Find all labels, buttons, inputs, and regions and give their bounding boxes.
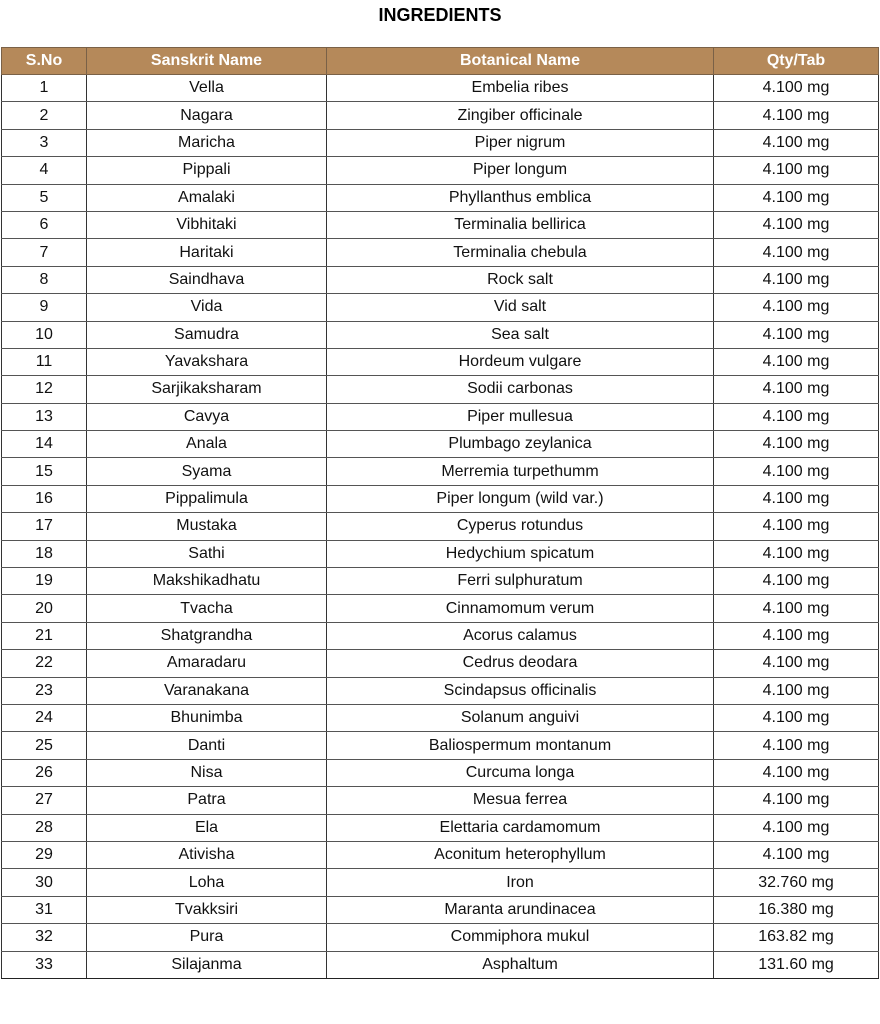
table-row (2, 924, 879, 951)
cell-qty: 4.100 mg (714, 485, 879, 512)
cell-sanskrit-name: Nagara (87, 102, 327, 129)
table-row (2, 458, 879, 485)
cell-sanskrit-name: Patra (87, 787, 327, 814)
cell-botanical-name: Zingiber officinale (327, 102, 714, 129)
cell-sanskrit-name: Vibhitaki (87, 211, 327, 238)
cell-qty: 4.100 mg (714, 239, 879, 266)
cell-sno: 17 (2, 513, 87, 540)
cell-botanical-name: Iron (327, 869, 714, 896)
cell-sanskrit-name: Sarjikaksharam (87, 376, 327, 403)
header-qty-per-tab: Qty/Tab (714, 48, 879, 75)
table-row (2, 732, 879, 759)
cell-qty: 4.100 mg (714, 348, 879, 375)
table-body (2, 75, 879, 979)
table-row (2, 568, 879, 595)
cell-sanskrit-name: Amaradaru (87, 650, 327, 677)
cell-botanical-name: Ferri sulphuratum (327, 568, 714, 595)
cell-botanical-name: Hordeum vulgare (327, 348, 714, 375)
cell-botanical-name: Commiphora mukul (327, 924, 714, 951)
cell-sanskrit-name: Nisa (87, 759, 327, 786)
cell-botanical-name: Rock salt (327, 266, 714, 293)
cell-botanical-name: Terminalia chebula (327, 239, 714, 266)
cell-botanical-name: Elettaria cardamomum (327, 814, 714, 841)
table-row (2, 403, 879, 430)
cell-botanical-name: Piper longum (wild var.) (327, 485, 714, 512)
cell-sno: 22 (2, 650, 87, 677)
cell-sanskrit-name: Yavakshara (87, 348, 327, 375)
cell-sno: 28 (2, 814, 87, 841)
cell-sanskrit-name: Tvakksiri (87, 896, 327, 923)
cell-qty: 4.100 mg (714, 595, 879, 622)
cell-sno: 15 (2, 458, 87, 485)
cell-qty: 4.100 mg (714, 759, 879, 786)
cell-qty: 4.100 mg (714, 376, 879, 403)
cell-qty: 4.100 mg (714, 814, 879, 841)
cell-botanical-name: Aconitum heterophyllum (327, 841, 714, 868)
table-row (2, 951, 879, 978)
cell-sanskrit-name: Pippali (87, 157, 327, 184)
cell-sanskrit-name: Danti (87, 732, 327, 759)
cell-sanskrit-name: Shatgrandha (87, 622, 327, 649)
cell-botanical-name: Phyllanthus emblica (327, 184, 714, 211)
table-row (2, 622, 879, 649)
table-row (2, 239, 879, 266)
cell-botanical-name: Scindapsus officinalis (327, 677, 714, 704)
header-sno: S.No (2, 48, 87, 75)
cell-sno: 23 (2, 677, 87, 704)
cell-qty: 4.100 mg (714, 184, 879, 211)
cell-sanskrit-name: Maricha (87, 129, 327, 156)
table-row (2, 485, 879, 512)
cell-botanical-name: Piper nigrum (327, 129, 714, 156)
table-row (2, 650, 879, 677)
table-row (2, 513, 879, 540)
cell-qty: 4.100 mg (714, 266, 879, 293)
cell-sno: 29 (2, 841, 87, 868)
cell-sanskrit-name: Vella (87, 75, 327, 102)
cell-sno: 1 (2, 75, 87, 102)
page-title: INGREDIENTS (378, 5, 502, 25)
cell-sanskrit-name: Bhunimba (87, 704, 327, 731)
cell-botanical-name: Sea salt (327, 321, 714, 348)
header-sanskrit-name: Sanskrit Name (87, 48, 327, 75)
table-row (2, 595, 879, 622)
table-row (2, 294, 879, 321)
cell-qty: 4.100 mg (714, 650, 879, 677)
table-row (2, 348, 879, 375)
cell-sno: 33 (2, 951, 87, 978)
header-botanical-name: Botanical Name (327, 48, 714, 75)
cell-sno: 24 (2, 704, 87, 731)
table-row (2, 869, 879, 896)
cell-sno: 26 (2, 759, 87, 786)
cell-sanskrit-name: Saindhava (87, 266, 327, 293)
cell-sno: 25 (2, 732, 87, 759)
table-row (2, 540, 879, 567)
cell-qty: 4.100 mg (714, 622, 879, 649)
cell-qty: 131.60 mg (714, 951, 879, 978)
cell-sno: 13 (2, 403, 87, 430)
cell-botanical-name: Asphaltum (327, 951, 714, 978)
cell-qty: 4.100 mg (714, 458, 879, 485)
table-row (2, 184, 879, 211)
cell-sno: 30 (2, 869, 87, 896)
table-row (2, 896, 879, 923)
cell-botanical-name: Piper mullesua (327, 403, 714, 430)
cell-sanskrit-name: Ativisha (87, 841, 327, 868)
cell-sno: 31 (2, 896, 87, 923)
cell-sno: 10 (2, 321, 87, 348)
cell-sanskrit-name: Varanakana (87, 677, 327, 704)
cell-sanskrit-name: Samudra (87, 321, 327, 348)
cell-botanical-name: Mesua ferrea (327, 787, 714, 814)
cell-qty: 32.760 mg (714, 869, 879, 896)
cell-sno: 9 (2, 294, 87, 321)
cell-sanskrit-name: Pippalimula (87, 485, 327, 512)
cell-sno: 8 (2, 266, 87, 293)
cell-qty: 4.100 mg (714, 211, 879, 238)
cell-botanical-name: Embelia ribes (327, 75, 714, 102)
ingredients-table (1, 47, 879, 979)
cell-sno: 16 (2, 485, 87, 512)
cell-qty: 16.380 mg (714, 896, 879, 923)
cell-qty: 4.100 mg (714, 294, 879, 321)
cell-qty: 163.82 mg (714, 924, 879, 951)
cell-sno: 5 (2, 184, 87, 211)
table-row (2, 841, 879, 868)
cell-qty: 4.100 mg (714, 677, 879, 704)
cell-sno: 7 (2, 239, 87, 266)
table-row (2, 102, 879, 129)
cell-botanical-name: Cinnamomum verum (327, 595, 714, 622)
cell-botanical-name: Hedychium spicatum (327, 540, 714, 567)
cell-qty: 4.100 mg (714, 431, 879, 458)
cell-sanskrit-name: Haritaki (87, 239, 327, 266)
cell-sno: 19 (2, 568, 87, 595)
cell-sanskrit-name: Syama (87, 458, 327, 485)
cell-sanskrit-name: Loha (87, 869, 327, 896)
cell-qty: 4.100 mg (714, 704, 879, 731)
cell-botanical-name: Plumbago zeylanica (327, 431, 714, 458)
cell-sanskrit-name: Ela (87, 814, 327, 841)
cell-sno: 14 (2, 431, 87, 458)
table-row (2, 157, 879, 184)
cell-sanskrit-name: Pura (87, 924, 327, 951)
cell-sno: 18 (2, 540, 87, 567)
cell-sanskrit-name: Makshikadhatu (87, 568, 327, 595)
cell-qty: 4.100 mg (714, 568, 879, 595)
cell-sno: 4 (2, 157, 87, 184)
cell-qty: 4.100 mg (714, 75, 879, 102)
cell-qty: 4.100 mg (714, 732, 879, 759)
cell-sanskrit-name: Vida (87, 294, 327, 321)
cell-botanical-name: Baliospermum montanum (327, 732, 714, 759)
table-row (2, 266, 879, 293)
cell-qty: 4.100 mg (714, 540, 879, 567)
cell-qty: 4.100 mg (714, 102, 879, 129)
cell-sno: 11 (2, 348, 87, 375)
cell-qty: 4.100 mg (714, 403, 879, 430)
cell-qty: 4.100 mg (714, 157, 879, 184)
cell-sanskrit-name: Silajanma (87, 951, 327, 978)
cell-sno: 20 (2, 595, 87, 622)
cell-sno: 2 (2, 102, 87, 129)
cell-sanskrit-name: Anala (87, 431, 327, 458)
cell-sno: 6 (2, 211, 87, 238)
cell-qty: 4.100 mg (714, 321, 879, 348)
table-row (2, 376, 879, 403)
cell-qty: 4.100 mg (714, 841, 879, 868)
cell-sanskrit-name: Cavya (87, 403, 327, 430)
cell-qty: 4.100 mg (714, 787, 879, 814)
table-row (2, 759, 879, 786)
table-row (2, 211, 879, 238)
table-row (2, 787, 879, 814)
table-row (2, 431, 879, 458)
cell-sanskrit-name: Amalaki (87, 184, 327, 211)
table-row (2, 677, 879, 704)
cell-botanical-name: Acorus calamus (327, 622, 714, 649)
cell-botanical-name: Cyperus rotundus (327, 513, 714, 540)
cell-qty: 4.100 mg (714, 513, 879, 540)
cell-sanskrit-name: Sathi (87, 540, 327, 567)
cell-sno: 3 (2, 129, 87, 156)
table-row (2, 704, 879, 731)
cell-botanical-name: Piper longum (327, 157, 714, 184)
cell-sanskrit-name: Mustaka (87, 513, 327, 540)
cell-qty: 4.100 mg (714, 129, 879, 156)
table-row (2, 321, 879, 348)
table-header-row (2, 48, 879, 75)
cell-botanical-name: Cedrus deodara (327, 650, 714, 677)
cell-botanical-name: Maranta arundinacea (327, 896, 714, 923)
cell-botanical-name: Merremia turpethumm (327, 458, 714, 485)
table-row (2, 129, 879, 156)
cell-botanical-name: Vid salt (327, 294, 714, 321)
cell-sanskrit-name: Tvacha (87, 595, 327, 622)
cell-sno: 32 (2, 924, 87, 951)
cell-botanical-name: Solanum anguivi (327, 704, 714, 731)
cell-botanical-name: Terminalia bellirica (327, 211, 714, 238)
cell-botanical-name: Curcuma longa (327, 759, 714, 786)
cell-sno: 27 (2, 787, 87, 814)
table-row (2, 814, 879, 841)
cell-sno: 12 (2, 376, 87, 403)
cell-sno: 21 (2, 622, 87, 649)
cell-botanical-name: Sodii carbonas (327, 376, 714, 403)
table-row (2, 75, 879, 102)
